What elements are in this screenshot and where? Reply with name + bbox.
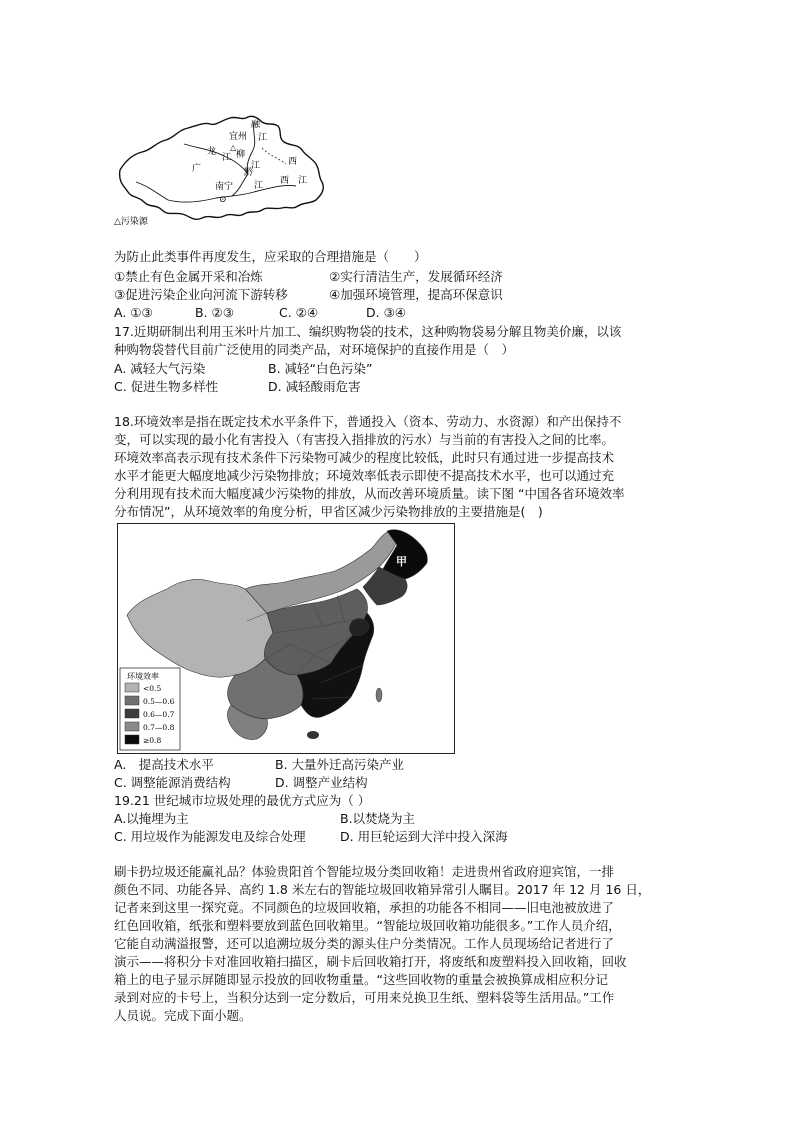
q18-option-c: C. 调整能源消费结构 [114,775,231,790]
q16-item-3: ③促进污染企业向河流下游转移 [114,287,288,302]
river-youjiang [136,182,168,200]
region-taiwan [376,688,382,702]
q18-line-4: 水平才能更大幅度地减少污染物排放；环境效率低表示即使不提高技术水平，也可以通过充 [114,468,615,483]
region-hainan [307,731,319,739]
q18-line-3: 环境效率高表示现有技术条件下污染物可减少的程度比较低，此时只有通过进一步提高技术 [114,450,615,465]
q16-option-a: A. ①③ [114,305,153,320]
legend-label-2: 0.5—0.6 [143,697,175,706]
label-long-jiang: 江 [222,153,232,163]
label-guang: 广 [192,164,202,174]
legend-label-1: <0.5 [143,684,162,693]
map1-legend: △污染源 [114,217,148,227]
q18-line-5: 分利用现有技术而大幅度减少污染物的排放，从而改善环境质量。读下图 “中国各省环境效率 [114,486,625,501]
label-liu-jiang: 江 [251,161,261,171]
legend-swatch-3 [125,709,139,718]
label-xi: 西 [288,157,298,167]
jia-label: 甲 [396,555,407,568]
passage-line-3: 记者来到这里一探究竟。不同颜色的垃圾回收箱，承担的功能各不相同——旧电池被放进了 [114,900,615,915]
passage-line-9: 人员说。完成下面小题。 [114,1008,252,1023]
guangxi-river-map [112,112,337,228]
legend-swatch-1 [125,683,139,692]
q16-option-b: B. ②③ [195,305,234,320]
label-liu: 柳 [236,150,246,160]
nanning-marker: ⊙ [219,195,227,205]
pollution-source-marker: △ [230,143,237,152]
legend-label-5: ≥0.8 [143,736,162,745]
label-nanning: 南宁 [215,182,234,192]
q19-option-c: C. 用垃圾作为能源发电及综合处理 [114,829,306,844]
legend-swatch-2 [125,696,139,705]
q17-line-2: 种购物袋替代目前广泛使用的同类产品，对环境保护的直接作用是（ ） [114,342,515,357]
q17-line-1: 17.近期研制出利用玉米叶片加工、编织购物袋的技术，这种购物袋易分解且物美价廉，以该 [114,324,622,339]
passage-line-8: 录到对应的卡号上，当积分达到一定分数后，可用来兑换卫生纸、塑料袋等生活用品。”工作 [114,990,615,1005]
q19-option-b: B.以焚烧为主 [340,811,416,826]
q16-stem: 为防止此类事件再度发生，应采取的合理措施是（ ） [114,249,427,264]
q18-option-d: D. 调整产业结构 [275,775,368,790]
label-rong: 融 [251,120,261,130]
q16-option-c: C. ②④ [279,305,319,320]
label-qian: 黔 [244,168,254,178]
boundary-line [262,148,286,164]
passage-line-7: 箱上的电子显示屏随即显示投放的回收物重量。“这些回收物的重量会被换算成相应积分记 [114,972,608,987]
q17-option-b: B. 减轻“白色污染” [268,361,373,376]
q18-line-2: 变，可以实现的最小化有害投入（有害投入指排放的污水）与当前的有害投入之间的比率。 [114,432,615,447]
q16-item-2: ②实行清洁生产，发展循环经济 [329,269,503,284]
q19-stem: 19.21 世纪城市垃圾处理的最优方式应为（ ） [114,793,371,808]
q17-option-c: C. 促进生物多样性 [114,379,219,394]
legend-swatch-4 [125,722,139,731]
label-rong-jiang: 江 [258,133,268,143]
q17-option-a: A. 减轻大气污染 [114,361,206,376]
q18-option-b: B. 大量外迁高污染产业 [275,757,405,772]
legend-title: 环境效率 [127,672,159,681]
q16-item-1: ①禁止有色金属开采和冶炼 [114,269,263,284]
q16-option-d: D. ③④ [366,305,406,320]
legend-label-3: 0.6—0.7 [143,710,175,719]
label-qian-jiang: 江 [254,181,264,191]
passage-line-6: 演示——将积分卡对准回收箱扫描区，刷卡后回收箱打开，将废纸和废塑料投入回收箱，回收 [114,954,627,969]
label-long: 龙 [207,147,217,157]
label-yizhou: 宜州 [229,132,248,142]
legend-label-4: 0.7—0.8 [143,723,175,732]
q19-option-d: D. 用巨轮运到大洋中投入深海 [340,829,508,844]
passage-line-4: 红色回收箱，纸张和塑料要放到蓝色回收箱里。“智能垃圾回收箱功能很多。”工作人员介绍， [114,918,621,933]
china-efficiency-map [117,523,455,754]
label-xijiang: 西 江 [280,176,308,186]
legend-swatch-5 [125,735,139,744]
q18-option-a: A. 提高技术水平 [114,757,214,772]
q18-line-1: 18.环境效率是指在既定技术水平条件下，普通投入（资本、劳动力、水资源）和产出保持不 [114,414,622,429]
passage-line-5: 它能自动满溢报警，还可以追溯垃圾分类的源头住户分类情况。工作人员现场给记者进行了 [114,936,615,951]
passage-line-1: 刷卡扔垃圾还能赢礼品？体验贵阳首个智能垃圾分类回收箱！走进贵州省政府迎宾馆，一排 [114,864,615,879]
q17-option-d: D. 减轻酸雨危害 [268,379,361,394]
q19-option-a: A.以掩埋为主 [114,811,189,826]
passage-line-2: 颜色不同、功能各异、高约 1.8 米左右的智能垃圾回收箱异常引人瞩目。2017 年 12 月 16 日， [114,882,651,897]
q16-item-4: ④加强环境管理，提高环保意识 [329,287,503,302]
q18-line-6: 分布情况”，从环境效率的角度分析，甲省区减少污染物排放的主要措施是( ) [114,504,543,519]
